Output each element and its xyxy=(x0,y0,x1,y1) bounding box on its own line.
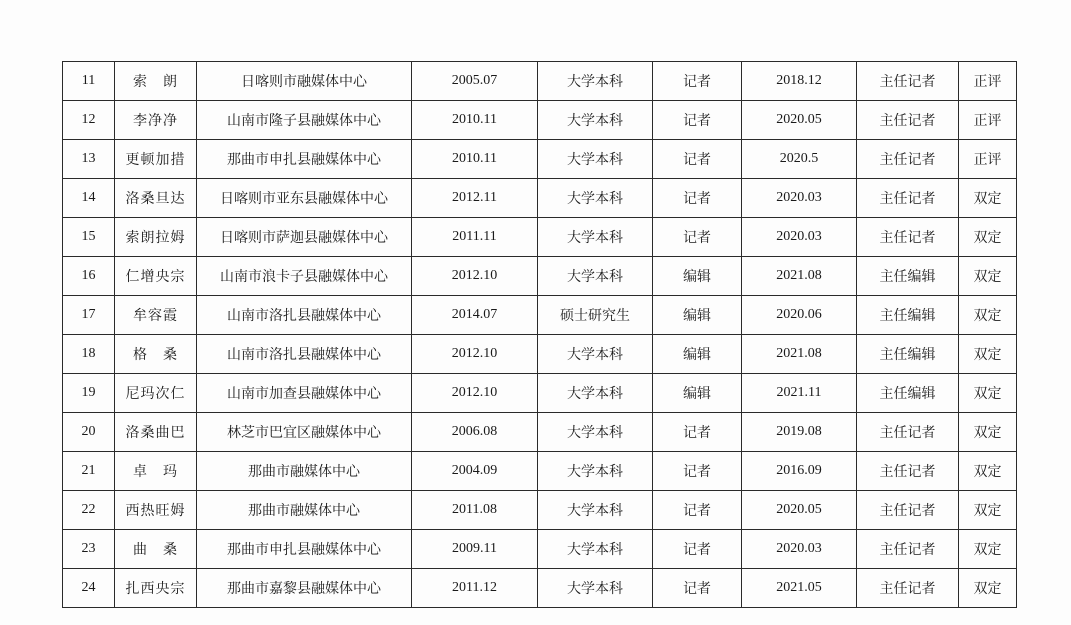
work-unit-cell: 日喀则市萨迦县融媒体中心 xyxy=(197,218,412,257)
table-row xyxy=(63,491,1017,530)
work-start-date-cell: 2014.07 xyxy=(412,296,538,335)
title-date-cell: 2021.05 xyxy=(742,569,857,608)
table-row xyxy=(63,218,1017,257)
education-cell: 大学本科 xyxy=(538,452,653,491)
work-unit-cell: 那曲市融媒体中心 xyxy=(197,452,412,491)
person-name-cell: 尼玛次仁 xyxy=(115,374,197,413)
roster-table xyxy=(62,61,1017,608)
current-title-cell: 记者 xyxy=(653,101,742,140)
review-type-cell: 双定 xyxy=(959,491,1017,530)
table-row xyxy=(63,374,1017,413)
review-type-cell: 双定 xyxy=(959,530,1017,569)
work-start-date-cell: 2012.10 xyxy=(412,257,538,296)
title-date-cell: 2021.08 xyxy=(742,335,857,374)
work-start-date-cell: 2011.11 xyxy=(412,218,538,257)
review-type-cell: 双定 xyxy=(959,413,1017,452)
title-date-cell: 2019.08 xyxy=(742,413,857,452)
row-number-cell: 14 xyxy=(63,179,115,218)
work-start-date-cell: 2009.11 xyxy=(412,530,538,569)
person-name-cell: 索 朗 xyxy=(115,62,197,101)
applied-rank-cell: 主任记者 xyxy=(857,140,959,179)
work-unit-cell: 日喀则市融媒体中心 xyxy=(197,62,412,101)
applied-rank-cell: 主任编辑 xyxy=(857,335,959,374)
table-row xyxy=(63,296,1017,335)
work-unit-cell: 山南市加查县融媒体中心 xyxy=(197,374,412,413)
current-title-cell: 记者 xyxy=(653,413,742,452)
row-number-cell: 11 xyxy=(63,62,115,101)
review-type-cell: 双定 xyxy=(959,179,1017,218)
row-number-cell: 22 xyxy=(63,491,115,530)
applied-rank-cell: 主任记者 xyxy=(857,452,959,491)
title-date-cell: 2021.08 xyxy=(742,257,857,296)
work-unit-cell: 林芝市巴宜区融媒体中心 xyxy=(197,413,412,452)
work-start-date-cell: 2012.11 xyxy=(412,179,538,218)
person-name-cell: 西热旺姆 xyxy=(115,491,197,530)
current-title-cell: 记者 xyxy=(653,569,742,608)
work-start-date-cell: 2011.08 xyxy=(412,491,538,530)
person-name-cell: 格 桑 xyxy=(115,335,197,374)
applied-rank-cell: 主任记者 xyxy=(857,218,959,257)
applied-rank-cell: 主任记者 xyxy=(857,179,959,218)
title-date-cell: 2018.12 xyxy=(742,62,857,101)
current-title-cell: 编辑 xyxy=(653,296,742,335)
person-name-cell: 牟容霞 xyxy=(115,296,197,335)
table-row xyxy=(63,569,1017,608)
current-title-cell: 记者 xyxy=(653,530,742,569)
current-title-cell: 编辑 xyxy=(653,335,742,374)
review-type-cell: 双定 xyxy=(959,374,1017,413)
work-start-date-cell: 2011.12 xyxy=(412,569,538,608)
review-type-cell: 双定 xyxy=(959,569,1017,608)
work-unit-cell: 山南市洛扎县融媒体中心 xyxy=(197,335,412,374)
review-type-cell: 双定 xyxy=(959,296,1017,335)
person-name-cell: 洛桑旦达 xyxy=(115,179,197,218)
title-date-cell: 2016.09 xyxy=(742,452,857,491)
row-number-cell: 19 xyxy=(63,374,115,413)
person-name-cell: 更顿加措 xyxy=(115,140,197,179)
person-name-cell: 李净净 xyxy=(115,101,197,140)
applied-rank-cell: 主任记者 xyxy=(857,101,959,140)
title-date-cell: 2020.05 xyxy=(742,101,857,140)
education-cell: 大学本科 xyxy=(538,140,653,179)
education-cell: 大学本科 xyxy=(538,530,653,569)
row-number-cell: 16 xyxy=(63,257,115,296)
work-unit-cell: 山南市隆子县融媒体中心 xyxy=(197,101,412,140)
review-type-cell: 双定 xyxy=(959,452,1017,491)
education-cell: 大学本科 xyxy=(538,179,653,218)
person-name-cell: 扎西央宗 xyxy=(115,569,197,608)
title-date-cell: 2020.03 xyxy=(742,179,857,218)
review-type-cell: 双定 xyxy=(959,335,1017,374)
current-title-cell: 记者 xyxy=(653,452,742,491)
work-unit-cell: 那曲市融媒体中心 xyxy=(197,491,412,530)
current-title-cell: 记者 xyxy=(653,218,742,257)
work-start-date-cell: 2012.10 xyxy=(412,374,538,413)
row-number-cell: 21 xyxy=(63,452,115,491)
education-cell: 大学本科 xyxy=(538,374,653,413)
work-start-date-cell: 2010.11 xyxy=(412,140,538,179)
review-type-cell: 双定 xyxy=(959,257,1017,296)
table-row xyxy=(63,452,1017,491)
applied-rank-cell: 主任编辑 xyxy=(857,257,959,296)
current-title-cell: 记者 xyxy=(653,62,742,101)
work-unit-cell: 那曲市申扎县融媒体中心 xyxy=(197,140,412,179)
applied-rank-cell: 主任记者 xyxy=(857,530,959,569)
title-date-cell: 2020.5 xyxy=(742,140,857,179)
row-number-cell: 24 xyxy=(63,569,115,608)
education-cell: 大学本科 xyxy=(538,491,653,530)
work-start-date-cell: 2012.10 xyxy=(412,335,538,374)
person-name-cell: 曲 桑 xyxy=(115,530,197,569)
applied-rank-cell: 主任编辑 xyxy=(857,296,959,335)
row-number-cell: 17 xyxy=(63,296,115,335)
table-row xyxy=(63,101,1017,140)
current-title-cell: 记者 xyxy=(653,491,742,530)
current-title-cell: 编辑 xyxy=(653,374,742,413)
table-row xyxy=(63,62,1017,101)
row-number-cell: 23 xyxy=(63,530,115,569)
work-start-date-cell: 2006.08 xyxy=(412,413,538,452)
table-row xyxy=(63,530,1017,569)
row-number-cell: 13 xyxy=(63,140,115,179)
work-start-date-cell: 2010.11 xyxy=(412,101,538,140)
current-title-cell: 记者 xyxy=(653,179,742,218)
table-row xyxy=(63,257,1017,296)
education-cell: 大学本科 xyxy=(538,218,653,257)
work-start-date-cell: 2005.07 xyxy=(412,62,538,101)
education-cell: 大学本科 xyxy=(538,335,653,374)
work-unit-cell: 那曲市申扎县融媒体中心 xyxy=(197,530,412,569)
work-start-date-cell: 2004.09 xyxy=(412,452,538,491)
current-title-cell: 编辑 xyxy=(653,257,742,296)
review-type-cell: 正评 xyxy=(959,140,1017,179)
title-date-cell: 2020.05 xyxy=(742,491,857,530)
work-unit-cell: 那曲市嘉黎县融媒体中心 xyxy=(197,569,412,608)
table-row xyxy=(63,140,1017,179)
row-number-cell: 18 xyxy=(63,335,115,374)
row-number-cell: 15 xyxy=(63,218,115,257)
work-unit-cell: 日喀则市亚东县融媒体中心 xyxy=(197,179,412,218)
applied-rank-cell: 主任记者 xyxy=(857,413,959,452)
education-cell: 大学本科 xyxy=(538,257,653,296)
education-cell: 大学本科 xyxy=(538,101,653,140)
person-name-cell: 洛桑曲巴 xyxy=(115,413,197,452)
person-name-cell: 仁增央宗 xyxy=(115,257,197,296)
education-cell: 大学本科 xyxy=(538,62,653,101)
title-date-cell: 2020.03 xyxy=(742,530,857,569)
review-type-cell: 双定 xyxy=(959,218,1017,257)
applied-rank-cell: 主任记者 xyxy=(857,62,959,101)
row-number-cell: 20 xyxy=(63,413,115,452)
table-row xyxy=(63,335,1017,374)
title-date-cell: 2021.11 xyxy=(742,374,857,413)
work-unit-cell: 山南市浪卡子县融媒体中心 xyxy=(197,257,412,296)
applied-rank-cell: 主任编辑 xyxy=(857,374,959,413)
applied-rank-cell: 主任记者 xyxy=(857,491,959,530)
education-cell: 大学本科 xyxy=(538,569,653,608)
title-date-cell: 2020.06 xyxy=(742,296,857,335)
work-unit-cell: 山南市洛扎县融媒体中心 xyxy=(197,296,412,335)
review-type-cell: 正评 xyxy=(959,62,1017,101)
person-name-cell: 索朗拉姆 xyxy=(115,218,197,257)
roster-body xyxy=(63,62,1017,608)
table-row xyxy=(63,413,1017,452)
table-row xyxy=(63,179,1017,218)
review-type-cell: 正评 xyxy=(959,101,1017,140)
person-name-cell: 卓 玛 xyxy=(115,452,197,491)
title-date-cell: 2020.03 xyxy=(742,218,857,257)
education-cell: 硕士研究生 xyxy=(538,296,653,335)
current-title-cell: 记者 xyxy=(653,140,742,179)
applied-rank-cell: 主任记者 xyxy=(857,569,959,608)
education-cell: 大学本科 xyxy=(538,413,653,452)
row-number-cell: 12 xyxy=(63,101,115,140)
